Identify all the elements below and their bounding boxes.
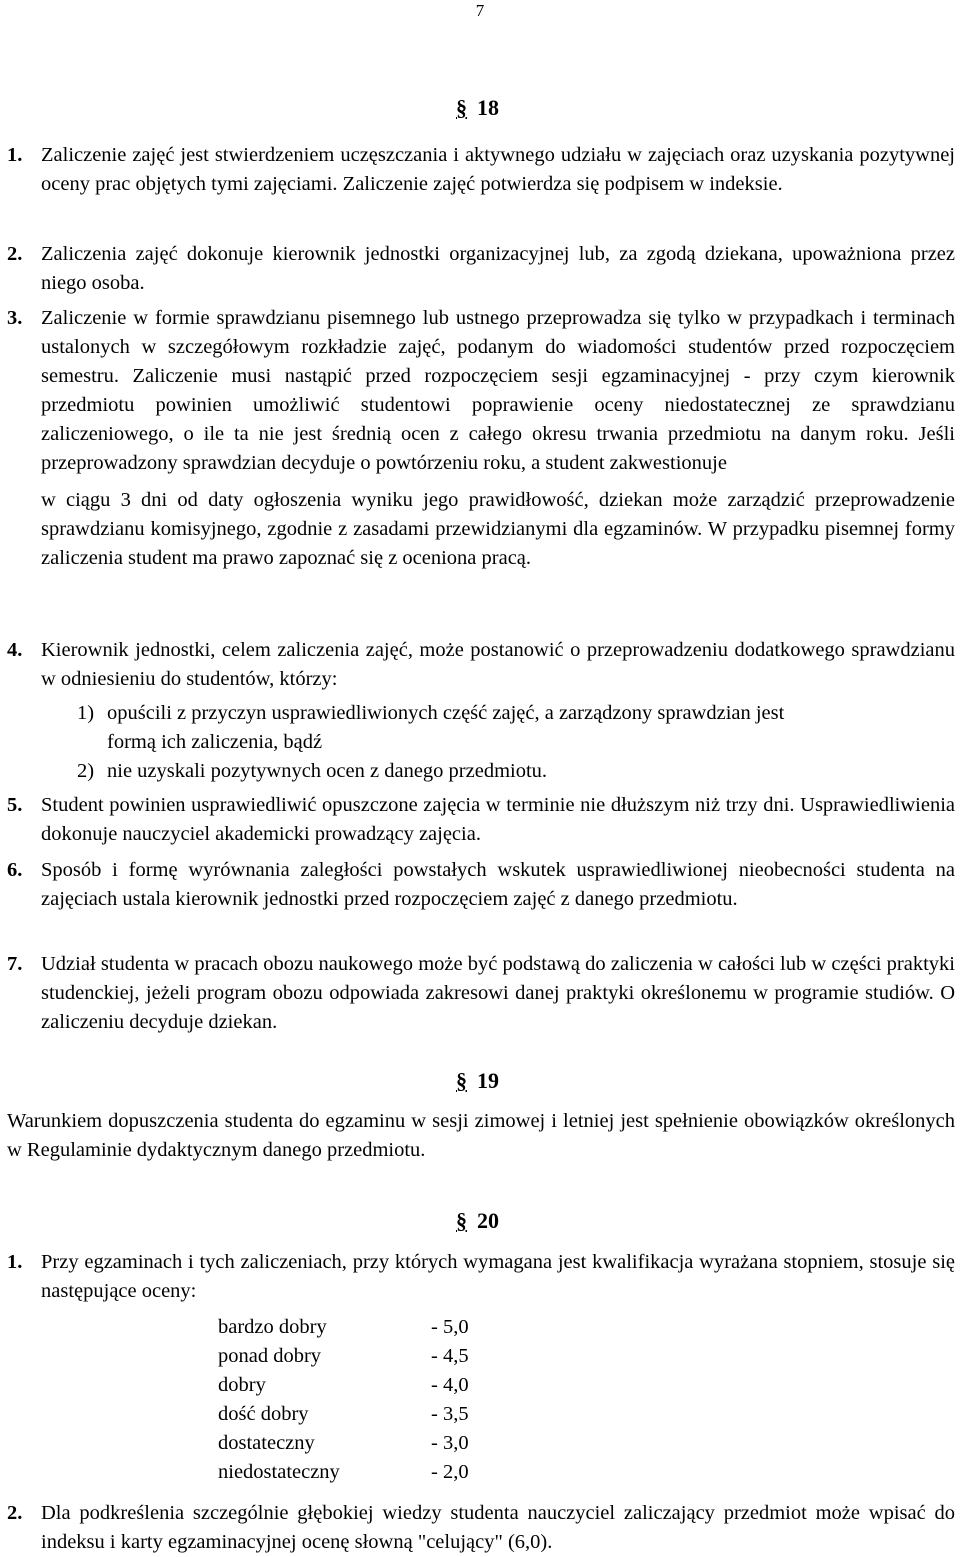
grade-value: - 3,0: [431, 1432, 469, 1454]
grade-name: dostateczny: [218, 1432, 315, 1454]
item-text: Sposób i formę wyrównania zaległości powstałych wskutek usprawiedliwionej nieobecności studenta na zajęciach ustala kierownik jednostki przed rozpoczęciem zajęć z danego przedmiotu.: [41, 859, 955, 910]
sub-item-number: 1): [77, 702, 95, 724]
item-number: 5.: [7, 794, 23, 816]
grade-name: ponad dobry: [218, 1345, 322, 1367]
grade-name: dość dobry: [218, 1403, 309, 1425]
grade-row: [218, 1313, 518, 1342]
item-text: Zaliczenie w formie sprawdzianu pisemnego lub ustnego przeprowadza się tylko w przypadkach i terminach ustalonych w szczegółowym rozkładzie zajęć, podanym do wiadomości studentów przed rozpoczęciem semestru. Zaliczenie musi nastąpić przed rozpoczęciem sesji egzaminacyjnej - przy czym kierownik przedmiotu powinien umożliwić studentowi poprawienie oceny niedostatecznej ze sprawdzianu zaliczeniowego, o ile ta nie jest średnią ocen z całego okresu trwania przedmiotu na danym roku. Jeśli przeprowadzony sprawdzian decyduje o powtórzeniu roku, a student zakwestionuje: [41, 307, 955, 474]
list-item: [7, 304, 955, 573]
list-item: [7, 240, 955, 298]
section-number: 18: [477, 95, 499, 120]
item-text-continued: w ciągu 3 dni od daty ogłoszenia wyniku jego prawidłowość, dziekan może zarządzić przeprowadzenie sprawdzianu komisyjnego, zgodnie z zasadami przewidzianymi dla egzaminów. W przypadku pisemnej formy zaliczenia student ma prawo zapoznać się z oceniona pracą.: [41, 489, 955, 569]
sub-item-text: nie uzyskali pozytywnych ocen z danego przedmiotu.: [107, 760, 548, 782]
grade-row: [218, 1400, 518, 1429]
item-number: 4.: [7, 639, 23, 661]
section-symbol: §: [456, 95, 467, 120]
item-number: 1.: [7, 144, 23, 166]
sub-item-number: 2): [77, 760, 95, 782]
section-number: 20: [477, 1208, 499, 1233]
item-number: 7.: [7, 953, 23, 975]
item-number: 3.: [7, 307, 23, 329]
sub-list-item: [77, 757, 959, 786]
list-item: [7, 636, 955, 694]
sub-list-item-continued: [77, 728, 959, 757]
grade-name: bardzo dobry: [218, 1316, 327, 1338]
section-heading-20: [456, 1207, 499, 1235]
list-item: [7, 1248, 955, 1306]
grade-value: - 4,0: [431, 1374, 469, 1396]
section-heading-18: [456, 94, 499, 122]
list-item: [7, 141, 955, 199]
list-item: [7, 1499, 955, 1557]
grade-value: - 4,5: [431, 1345, 469, 1367]
item-text: Kierownik jednostki, celem zaliczenia zajęć, może postanowić o przeprowadzeniu dodatkowego sprawdzianu w odniesieniu do studentów, którzy:: [41, 639, 955, 690]
grade-row: [218, 1371, 518, 1400]
grade-value: - 3,5: [431, 1403, 469, 1425]
sub-item-text: opuścili z przyczyn usprawiedliwionych część zajęć, a zarządzony sprawdzian jest: [107, 702, 785, 724]
list-item: [7, 856, 955, 914]
grade-row: [218, 1458, 518, 1487]
item-text: Przy egzaminach i tych zaliczeniach, przy których wymagana jest kwalifikacja wyrażana stopniem, stosuje się następujące oceny:: [41, 1251, 955, 1302]
section-heading-19: [456, 1067, 499, 1095]
grade-row: [218, 1342, 518, 1371]
item-number: 2.: [7, 1502, 23, 1524]
item-text: Udział studenta w pracach obozu naukowego może być podstawą do zaliczenia w całości lub w części praktyki studenckiej, jeżeli program obozu odpowiada zakresowi danej praktyki określonemu w programie studiów. O zaliczeniu decyduje dziekan.: [41, 953, 955, 1033]
sub-item-text: formą ich zaliczenia, bądź: [107, 731, 323, 753]
section-symbol: §: [456, 1208, 467, 1233]
item-number: 2.: [7, 243, 23, 265]
sub-list: [77, 699, 959, 786]
item-number: 1.: [7, 1251, 23, 1273]
page-number: 7: [475, 1, 485, 20]
list-item: [7, 950, 955, 1037]
item-text: Zaliczenie zajęć jest stwierdzeniem uczęszczania i aktywnego udziału w zajęciach oraz uzyskania pozytywnej oceny prac objętych tymi zajęciami. Zaliczenie zajęć potwierdza się podpisem w indeksie.: [41, 144, 955, 195]
section-symbol: §: [456, 1068, 467, 1093]
grade-value: - 2,0: [431, 1461, 469, 1483]
item-text: Dla podkreślenia szczególnie głębokiej wiedzy studenta nauczyciel zaliczający przedmiot może wpisać do indeksu i karty egzaminacyjnej ocenę słowną "celujący" (6,0).: [41, 1502, 955, 1553]
grade-row: [218, 1429, 518, 1458]
section-number: 19: [477, 1068, 499, 1093]
item-text: Student powinien usprawiedliwić opuszczone zajęcia w terminie nie dłuższym niż trzy dni. Usprawiedliwienia dokonuje nauczyciel akademicki prowadzący zajęcia.: [41, 794, 955, 845]
grade-value: - 5,0: [431, 1316, 469, 1338]
sub-list-item: [77, 699, 959, 728]
list-item: [7, 791, 955, 849]
paragraph: Warunkiem dopuszczenia studenta do egzaminu w sesji zimowej i letniej jest spełnienie obowiązków określonych w Regulaminie dydaktycznym danego przedmiotu.: [7, 1110, 955, 1161]
grade-table: [218, 1313, 518, 1487]
item-text: Zaliczenia zajęć dokonuje kierownik jednostki organizacyjnej lub, za zgodą dziekana, upoważniona przez niego osoba.: [41, 243, 955, 294]
item-number: 6.: [7, 859, 23, 881]
grade-name: dobry: [218, 1374, 266, 1396]
grade-name: niedostateczny: [218, 1461, 340, 1483]
